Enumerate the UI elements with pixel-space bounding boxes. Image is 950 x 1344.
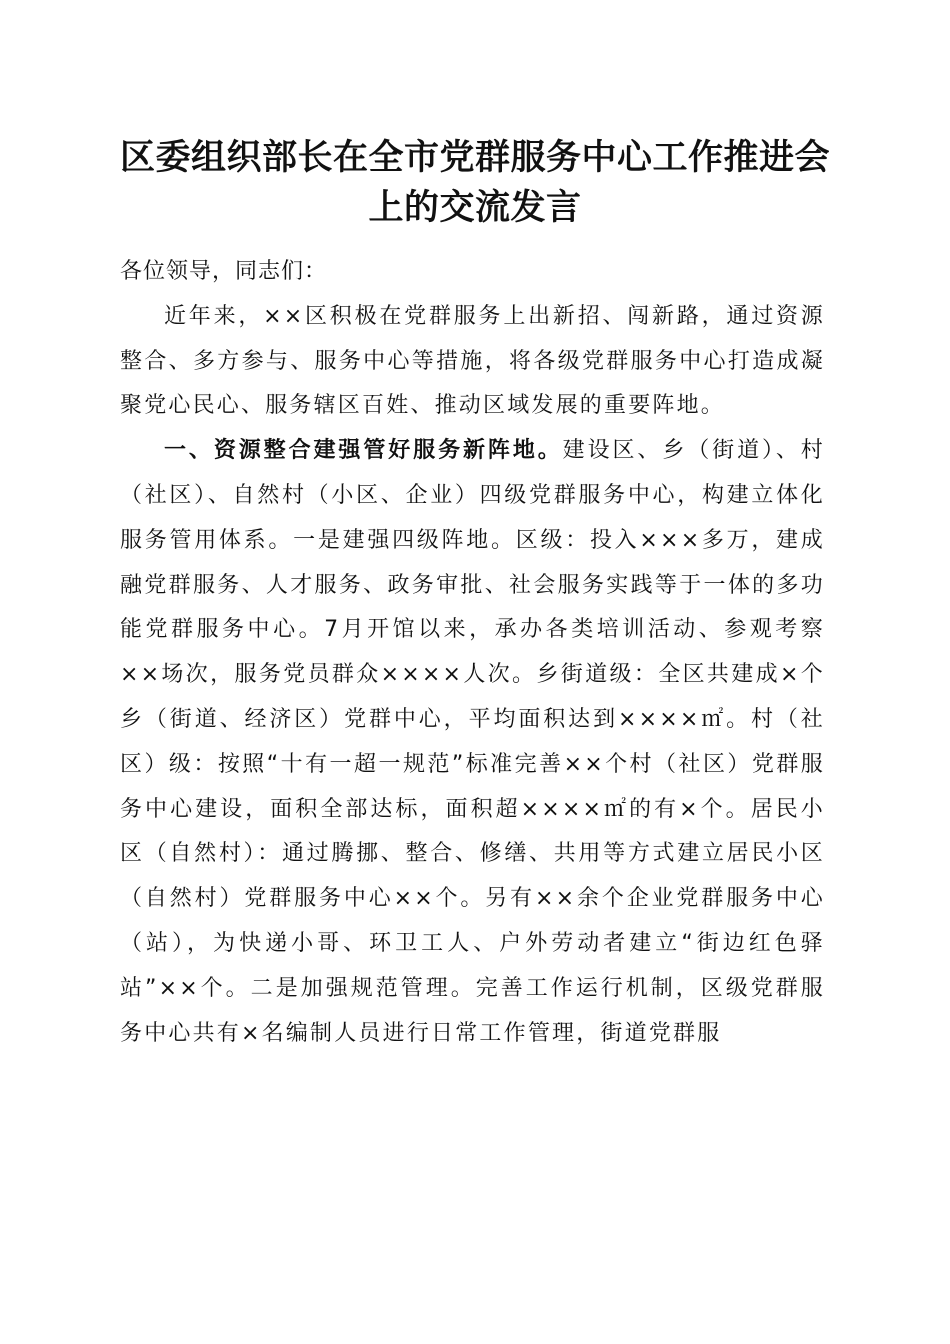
section-1-heading: 一、资源整合建强管好服务新阵地。: [164, 438, 563, 464]
title-line-2: 上的交流发言: [368, 187, 582, 228]
intro-paragraph: 近年来，××区积极在党群服务上出新招、闯新路，通过资源整合、多方参与、服务中心等措施，将各级党群服务中心打造成凝聚党心民心、服务辖区百姓、推动区域发展的重要阵地。: [120, 303, 825, 419]
section-1-paragraph: [120, 429, 825, 1056]
document-body: [120, 250, 825, 1056]
greeting: 各位领导，同志们：: [120, 259, 328, 284]
section-1-text: 建设区、乡（街道）、村（社区）、自然村（小区、企业）四级党群服务中心，构建立体化服务管用体系。一是建强四级阵地。区级：投入×××多万，建成融党群服务、人才服务、政务审批、社会服务实践等于一体的多功能党群服务中心。7月开馆以来，承办各类培训活动、参观考察××场次，服务党员群众××××人次。乡街道级：全区共建成×个乡（街道、经济区）党群中心，平均面积达到××××㎡。村（社区）级：按照“十有一超一规范”标准完善××个村（社区）党群服务中心建设，面积全部达标，面积超××××㎡的有×个。居民小区（自然村）：通过腾挪、整合、修缮、共用等方式建立居民小区（自然村）党群服务中心××个。另有××余个企业党群服务中心（站），为快递小哥、环卫工人、户外劳动者建立“街边红色驿站”××个。二是加强规范管理。完善工作运行机制，区级党群服务中心共有×名编制人员进行日常工作管理，街道党群服: [120, 438, 826, 1046]
document-title: [100, 133, 850, 233]
title-line-1: 区委组织部长在全市党群服务中心工作推进会: [119, 137, 830, 178]
